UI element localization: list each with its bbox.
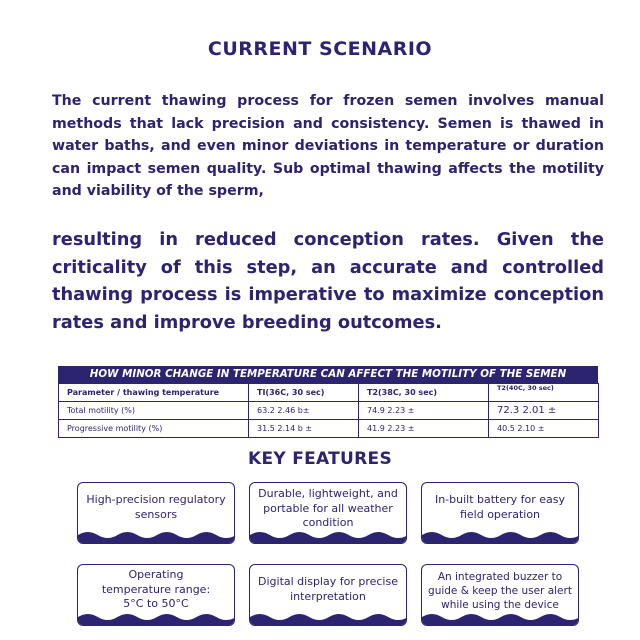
feature-card: [249, 564, 407, 626]
feature-text: In-built battery for easy field operation: [434, 493, 566, 521]
table-header-cell: Parameter / thawing temperature: [59, 384, 249, 402]
table-row: [59, 402, 599, 420]
table-header-cell: T2(40C, 30 sec): [489, 384, 599, 402]
feature-card: [77, 564, 235, 626]
table-row: [59, 420, 599, 438]
wave-decoration: [422, 611, 578, 625]
wave-decoration: [250, 529, 406, 543]
feature-card: [421, 564, 579, 626]
table-cell: 74.9 2.23 ±: [359, 402, 489, 420]
key-features-title: KEY FEATURES: [247, 449, 393, 469]
wave-decoration: [78, 611, 234, 625]
table-header-cell: T2(38C, 30 sec): [359, 384, 489, 402]
table-header-row: [59, 384, 599, 402]
table-cell: 72.3 2.01 ±: [489, 402, 599, 420]
feature-card: [249, 482, 407, 544]
table-header-cell: TI(36C, 30 sec): [249, 384, 359, 402]
feature-text: Durable, lightweight, and portable for all weather condition: [258, 487, 398, 529]
table-cell: 41.9 2.23 ±: [359, 420, 489, 438]
feature-text: High-precision regulatory sensors: [86, 493, 226, 521]
table-cell: 63.2 2.46 b±: [249, 402, 359, 420]
motility-table: [58, 366, 598, 438]
wave-decoration: [422, 529, 578, 543]
motility-table-grid: [58, 383, 599, 438]
scenario-paragraph-1: The current thawing process for frozen semen involves manual methods that lack precision and consistency. Semen is thawed in water baths, and even minor deviations in temperature or duration can impact semen quality. Sub optimal thawing affects the motility and viability of the sperm,: [52, 93, 604, 199]
wave-decoration: [250, 611, 406, 625]
table-cell: 31.5 2.14 b ±: [249, 420, 359, 438]
page-title: CURRENT SCENARIO: [207, 38, 433, 60]
table-cell: Progressive motility (%): [59, 420, 249, 438]
feature-text: Operating temperature range: 5°C to 50°C: [101, 568, 211, 610]
table-caption: HOW MINOR CHANGE IN TEMPERATURE CAN AFFECT THE MOTILITY OF THE SEMEN: [58, 366, 598, 383]
table-cell: Total motility (%): [59, 402, 249, 420]
feature-text: Digital display for precise interpretation: [258, 575, 398, 603]
feature-text: An integrated buzzer to guide & keep the user alert while using the device: [428, 571, 572, 611]
scenario-paragraph-2: resulting in reduced conception rates. Given the criticality of this step, an accurate and controlled thawing process is imperative to maximize conception rates and improve breeding outcomes.: [52, 229, 604, 333]
feature-card: [77, 482, 235, 544]
table-cell: 40.5 2.10 ±: [489, 420, 599, 438]
feature-card: [421, 482, 579, 544]
wave-decoration: [78, 529, 234, 543]
